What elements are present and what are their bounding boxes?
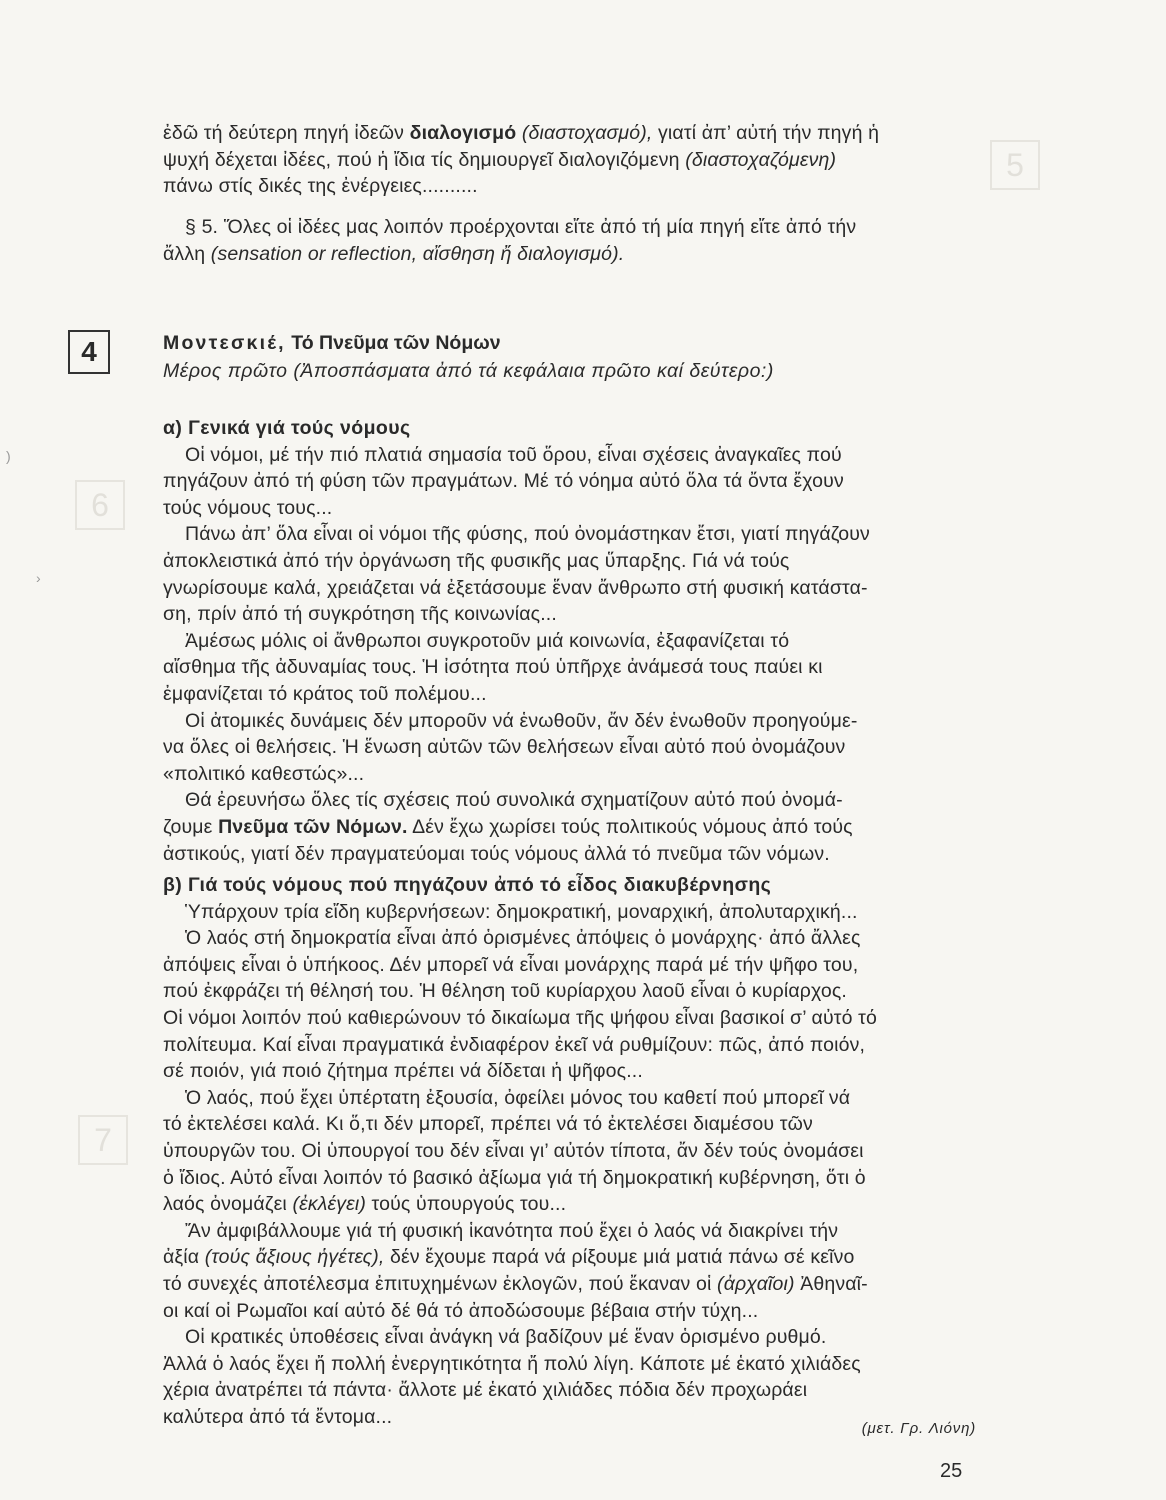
text-line [163,601,977,628]
text-span: ἀποκλειστικά ἀπό τήν ὀργάνωση τῆς φυσικῆς μας ὕπαρξης. Γιά νά τούς [163,549,790,572]
text-span: Ὁ λαός στή δημοκρατία εἶναι ἀπό ὁρισμένες ἀπόψεις ὁ μονάρχης· ἀπό ἄλλες [185,927,861,950]
text-line [163,1244,977,1271]
author-name: Μοντεσκιέ, [163,332,286,354]
text-line [163,1351,977,1378]
text-span: Πάνω ἀπ’ ὅλα εἶναι οἱ νόμοι τῆς φύσης, πού ὀνομάστηκαν ἔτσι, γιατί πηγάζουν [185,523,870,546]
text-span: Ὑπάρχουν τρία εἴδη κυβερνήσεων: δημοκρατική, μοναρχική, ἀπολυταρχική... [185,900,858,923]
text-line [163,1377,977,1404]
text-span: Ἄν ἀμφιβάλλουμε γιά τή φυσική ἱκανότητα πού ἔχει ὁ λαός νά διακρίνει τήν [185,1219,839,1242]
bleed-through-number: 5 [990,140,1040,190]
text-line [163,1085,977,1112]
text-span: οι καί οἱ Ρωμαῖοι καί αὐτό δέ θά τό ἀποδώσουμε βέβαια στήν τύχη... [163,1299,759,1322]
work-title: Τό Πνεῦμα τῶν Νόμων [291,332,501,354]
text-span: Δέν ἔχω χωρίσει τούς πολιτικούς νόμους ἀπό τούς [407,815,853,838]
part-b-heading: β) Γιά τούς νόμους πού πηγάζουν ἀπό τό εἶδος διακυβέρνησης [163,874,772,896]
text-span: πηγάζουν ἀπό τή φύση τῶν πραγμάτων. Μέ τό νόημα αὐτό ὅλα τά ὄντα ἔχουν [163,470,844,493]
text-line [163,841,977,868]
text-line [163,1298,977,1325]
text-span: τούς νόμους τους... [163,496,333,519]
text-line [163,173,977,200]
section-5-paragraph [163,214,977,267]
text-line [163,1404,977,1431]
italic-text: (τούς ἄξιους ἡγέτες), [204,1246,385,1269]
italic-text: (ἐκλέγει) [292,1193,366,1216]
text-line [163,978,977,1005]
text-span: Ἀλλά ὁ λαός ἔχει ἤ πολλή ἐνεργητικότητα ἤ πολύ λίγη. Κάποτε μέ ἑκατό χιλιάδες [163,1352,861,1375]
part-b [163,872,977,1430]
text-span: Οἱ νόμοι λοιπόν πού καθιερώνουν τό δικαίωμα τῆς ψήφου εἶναι βασικοί σ’ αὐτό τό [163,1006,878,1029]
text-span: γνωρίσουμε καλά, χρειάζεται νά ἐξετάσουμε ἕναν ἄνθρωπο στή φυσική κατάστα- [163,576,868,599]
text-span: ζουμε [163,815,219,838]
text-line [163,1271,977,1298]
text-span: ἄλλη [163,242,211,265]
text-span: Ἀθηναῖ- [794,1272,868,1295]
text-line [163,214,977,241]
text-line [163,468,977,495]
italic-text: (διαστοχαζόμενη) [685,148,837,171]
text-span: γιατί ἀπ’ αὐτή τήν πηγή ἡ [652,122,880,144]
text-line [163,521,977,548]
part-a [163,415,977,867]
text-line [163,654,977,681]
text-span: πολίτευμα. Καί εἶναι πραγματικά ἐνδιαφέρον ἐκεῖ νά ρυθμίζουν: πῶς, ἀπό ποιόν, [163,1033,866,1056]
text-span: ὁ ἴδιος. Αὐτό εἶναι λοιπόν τό βασικό ἀξίωμα γιά τή δημοκρατική κυβέρνηση, ὅτι ὁ [163,1166,866,1189]
text-line [163,1218,977,1245]
text-line [163,1191,977,1218]
text-span: πάνω στίς δικές της ἐνέργειες.......... [163,175,478,198]
text-span: Οἱ ἀτομικές δυνάμεις δέν μποροῦν νά ἑνωθοῦν, ἄν δέν ἑνωθοῦν προηγούμε- [185,709,858,732]
text-line [163,120,977,147]
text-line [163,1138,977,1165]
bleed-through-number: 6 [75,480,125,530]
text-span: να ὅλες οἱ θελήσεις. Ἡ ἕνωση αὐτῶν τῶν θελήσεων εἶναι αὐτό πού ὀνομάζουν [163,736,846,759]
text-span: ἀξία [163,1246,205,1269]
text-span: τό ἐκτελέσει καλά. Κι ὅ,τι δέν μπορεῖ, πρέπει νά τό ἐκτελέσει διαμέσου τῶν [163,1113,813,1136]
text-line [163,575,977,602]
text-line [163,1165,977,1192]
text-span: ἀπόψεις εἶναι ὁ ὑπήκοος. Δέν μπορεῖ νά εἶναι μονάρχης παρά μέ τήν ψῆφο του, [163,953,859,976]
text-line [163,442,977,469]
translator-credit: (μετ. Γρ. Λιόνη) [861,1420,976,1437]
text-line [163,628,977,655]
margin-mark: ) [6,448,11,464]
text-span: «πολιτικό καθεστώς»... [163,762,365,785]
part-a-heading: α) Γενικά γιά τούς νόμους [163,417,411,439]
text-span: § 5. Ὅλες οἱ ἰδέες μας λοιπόν προέρχονται εἴτε ἀπό τή μία πηγή εἴτε ἀπό τήν [185,216,857,238]
text-line [163,1111,977,1138]
italic-text: (sensation or reflection, αἴσθηση ἤ διαλογισμό). [210,242,625,265]
text-span: ἀστικούς, γιατί δέν πραγματεύομαι τούς νόμους ἀλλά τό πνεῦμα τῶν νόμων. [163,842,830,865]
text-line [163,761,977,788]
text-span: Οἱ νόμοι, μέ τήν πιό πλατιά σημασία τοῦ ὅρου, εἶναι σχέσεις ἀναγκαῖες πού [185,443,842,466]
bleed-through-number: 7 [78,1115,128,1165]
text-span: ψυχή δέχεται ἰδέες, πού ἡ ἴδια τίς δημιουργεῖ διαλογιζόμενη [163,148,686,171]
text-span: Θά ἐρευνήσω ὅλες τίς σχέσεις πού συνολικά σχηματίζουν αὐτό πού ὀνομά- [185,789,843,812]
text-line [163,925,977,952]
text-span: ὑπουργῶν του. Οἱ ὑπουργοί του δέν εἶναι γι’ αὐτόν τίποτα, ἄν δέν τούς ὀνομάσει [163,1139,864,1162]
text-line [163,708,977,735]
bold-text: διαλογισμό [409,122,517,144]
section-header [163,329,977,385]
text-span: τούς ὑπουργούς του... [365,1193,567,1216]
text-span: λαός ὀνομάζει [163,1193,293,1216]
section-title [163,329,977,357]
text-span: Ὁ λαός, πού ἔχει ὑπέρτατη ἐξουσία, ὀφείλει μόνος του καθετί πού μπορεῖ νά [185,1086,851,1109]
text-line [163,814,977,841]
text-line [163,787,977,814]
text-line [163,548,977,575]
text-span: καλύτερα ἀπό τά ἔντομα... [163,1405,393,1428]
text-line [163,1005,977,1032]
margin-mark: › [36,570,41,586]
text-span: Οἱ κρατικές ὑποθέσεις εἶναι ἀνάγκη νά βαδίζουν μέ ἕναν ὁρισμένο ρυθμό. [185,1326,827,1349]
text-line [163,681,977,708]
text-line [163,1324,977,1351]
text-line [163,1032,977,1059]
text-span: ἐδῶ τή δεύτερη πηγή ἰδεῶν [163,122,410,144]
text-span: Ἀμέσως μόλις οἱ ἄνθρωποι συγκροτοῦν μιά κοινωνία, ἐξαφανίζεται τό [185,629,790,652]
text-span: τό συνεχές ἀποτέλεσμα ἐπιτυχημένων ἐκλογῶν, πού ἔκαναν οἱ [163,1272,718,1295]
section-number-box: 4 [68,330,110,374]
text-line [163,734,977,761]
text-line [163,241,977,268]
page-number: 25 [940,1460,963,1482]
text-line [163,1058,977,1085]
italic-text: (ἀρχαῖοι) [717,1272,795,1295]
text-span: ση, πρίν ἀπό τή συγκρότηση τῆς κοινωνίας... [163,603,557,626]
text-span: σέ ποιόν, γιά ποιό ζήτημα πρέπει νά δίδεται ἡ ψῆφος... [163,1060,643,1083]
text-line [163,952,977,979]
text-line [163,147,977,174]
italic-text: (διαστοχασμό), [516,122,653,144]
text-span: ἐμφανίζεται τό κράτος τοῦ πολέμου... [163,682,487,705]
text-span: αἴσθημα τῆς ἀδυναμίας τους. Ἡ ἰσότητα πού ὑπῆρχε ἀνάμεσά τους παύει κι [163,656,823,679]
text-line [163,899,977,926]
text-span: πού ἐκφράζει τή θέλησή του. Ἡ θέληση τοῦ κυρίαρχου λαοῦ εἶναι ὁ κυρίαρχος. [163,980,847,1003]
bold-text: Πνεῦμα τῶν Νόμων. [218,815,408,838]
intro-paragraph [163,120,977,200]
section-subtitle: Μέρος πρῶτο (Ἀποσπάσματα ἀπό τά κεφάλαια πρῶτο καί δεύτερο:) [163,360,774,382]
text-span: δέν ἔχουμε παρά νά ρίξουμε μιά ματιά πάνω σέ κεῖνο [384,1246,855,1269]
text-span: χέρια ἀνατρέπει τά πάντα· ἄλλοτε μέ ἑκατό χιλιάδες πόδια δέν προχωράει [163,1379,808,1402]
text-line [163,495,977,522]
